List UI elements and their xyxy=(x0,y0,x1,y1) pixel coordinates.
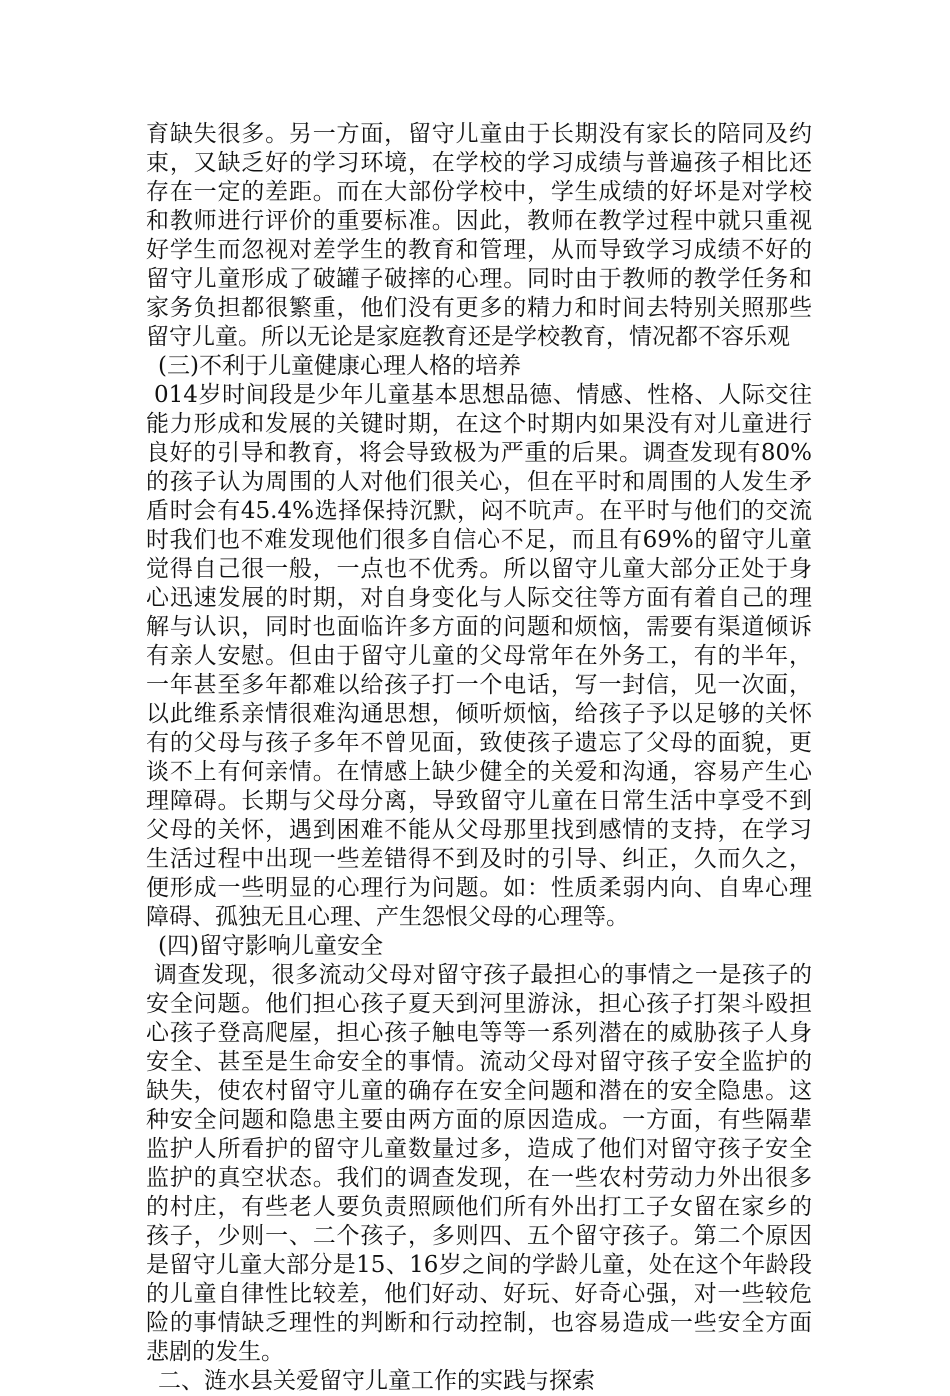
document-page xyxy=(146,120,812,1396)
body-paragraph: 调查发现，很多流动父母对留守孩子最担心的事情之一是孩子的安全问题。他们担心孩子夏天到河里游泳，担心孩子打架斗殴担心孩子登高爬屋，担心孩子触电等等一系列潜在的威胁孩子人身安全、甚至是生命安全的事情。流动父母对留守孩子安全监护的缺失，使农村留守儿童的确存在安全问题和潜在的安全隐患。这种安全问题和隐患主要由两方面的原因造成。一方面，有些隔辈监护人所看护的留守儿童数量过多，造成了他们对留守孩子安全监护的真空状态。我们的调查发现，在一些农村劳动力外出很多的村庄，有些老人要负责照顾他们所有外出打工子女留在家乡的孩子，少则一、二个孩子，多则四、五个留守孩子。第二个原因是留守儿童大部分是15、16岁之间的学龄儿童，处在这个年龄段的儿童自律性比较差，他们好动、好玩、好奇心强，对一些较危险的事情缺乏理性的判断和行动控制，也容易造成一些安全方面悲剧的发生。 xyxy=(146,962,812,1365)
body-paragraph: 育缺失很多。另一方面，留守儿童由于长期没有家长的陪同及约束，又缺乏好的学习环境，在学校的学习成绩与普遍孩子相比还存在一定的差距。而在大部份学校中，学生成绩的好坏是对学校和教师进行评价的重要标准。因此，教师在教学过程中就只重视好学生而忽视对差学生的教育和管理，从而导致学习成绩不好的留守儿童形成了破罐子破摔的心理。同时由于教师的教学任务和家务负担都很繁重，他们没有更多的精力和时间去特别关照那些留守儿童。所以无论是家庭教育还是学校教育，情况都不容乐观 xyxy=(146,121,812,350)
chapter-heading: 二、涟水县关爱留守儿童工作的实践与探索 xyxy=(158,1368,595,1394)
section-heading: (四)留守影响儿童安全 xyxy=(158,933,383,959)
section-heading: (三)不利于儿童健康心理人格的培养 xyxy=(158,353,521,379)
body-paragraph: 014岁时间段是少年儿童基本思想品德、情感、性格、人际交往能力形成和发展的关键时期，在这个时期内如果没有对儿童进行良好的引导和教育，将会导致极为严重的后果。调查发现有80%的孩子认为周围的人对他们很关心，但在平时和周围的人发生矛盾时会有45.4%选择保持沉默，闷不吭声。在平时与他们的交流时我们也不难发现他们很多自信心不足，而且有69%的留守儿童觉得自己很一般，一点也不优秀。所以留守儿童大部分正处于身心迅速发展的时期，对自身变化与人际交往等方面有着自己的理解与认识，同时也面临许多方面的问题和烦恼，需要有渠道倾诉有亲人安慰。但由于留守儿童的父母常年在外务工，有的半年，一年甚至多年都难以给孩子打一个电话，写一封信，见一次面，以此维系亲情很难沟通思想，倾听烦恼，给孩子予以足够的关怀有的父母与孩子多年不曾见面，致使孩子遗忘了父母的面貌，更谈不上有何亲情。在情感上缺少健全的关爱和沟通，容易产生心理障碍。长期与父母分离，导致留守儿童在日常生活中享受不到父母的关怀，遇到困难不能从父母那里找到感情的支持，在学习生活过程中出现一些差错得不到及时的引导、纠正，久而久之，便形成一些明显的心理行为问题。如：性质柔弱内向、自卑心理障碍、孤独无且心理、产生怨恨父母的心理等。 xyxy=(146,382,812,930)
